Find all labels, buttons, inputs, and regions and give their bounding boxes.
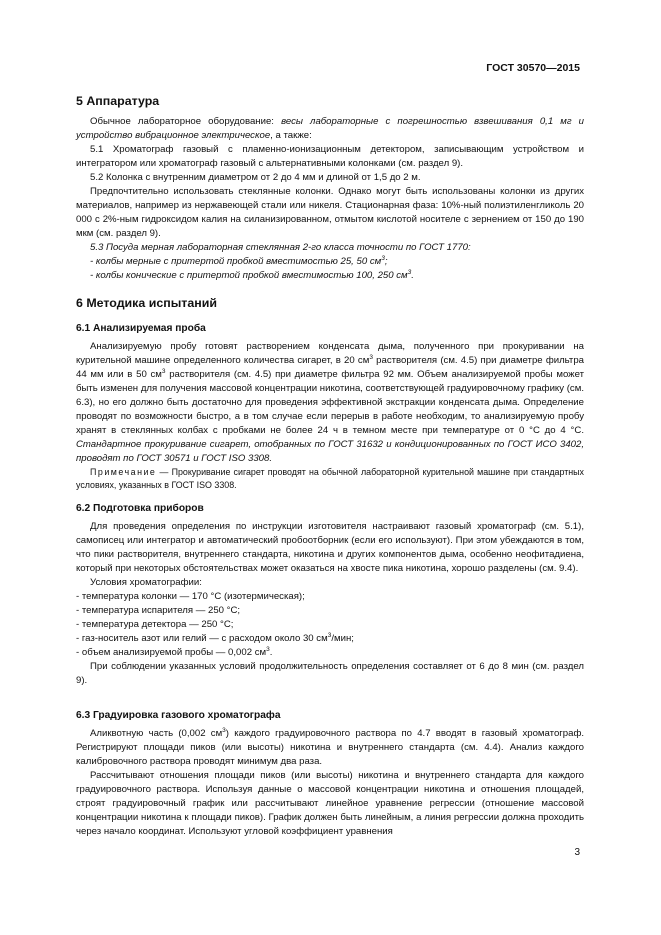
- subsection-6-2-body: [76, 520, 584, 688]
- list-item: - колбы конические с притертой пробкой вместимостью 100, 250 $см^3$.: [90, 269, 414, 281]
- note-label: Примечание: [90, 467, 157, 477]
- page-number: 3: [574, 847, 580, 858]
- paragraph: 5.2 Колонка с внутренним диаметром от 2 до 4 мм и длиной от 1,5 до 2 м.: [90, 172, 421, 183]
- subsection-6-3-title: 6.3 Градуировка газового хроматографа: [76, 710, 281, 721]
- paragraph: При соблюдении указанных условий продолжительность определения составляет от 6 до 8 мин (см. раздел 9).: [76, 661, 584, 686]
- subsection-6-3: [76, 709, 584, 723]
- paragraph: Анализируемую пробу готовят растворением конденсата дыма, полученного при прокуривании на курительной машине определенного количества сигарет, в 20 $см^3$ растворителя (см. 4.5) при диаметре фильтра 44 мм или в 50 $см^3$ растворителя (см. 4.5) при диаметре фильтра 92 мм. Объем анализируемой пробы может быть изменен для получения массовой концентрации никотина, соответствующей градуировочному графику (см. 6.3), но его должно быть достаточно для проведения эффективной экстракции конденсата дыма. Определение проводят по возможности быстро, а в том случае если перерыв в работе необходим, то анализируемую пробу хранят в стеклянных колбах с пробками не более 24 ч в темном месте при температуре от 0 °С до 4 °С. Стандартное прокуривание сигарет, отобранных по ГОСТ 31632 и кондиционированных по ГОСТ ИСО 3402, проводят по ГОСТ 30571 и ГОСТ ISO 3308.: [76, 341, 584, 464]
- paragraph: Аликвотную часть (0,002 $см^3$) каждого градуировочного раствора по 4.7 вводят в газовый хроматограф. Регистрируют площади пиков (или высоты) никотина и внутреннего стандарта (см. 4.4). Анализ каждого калибровочного раствора проводят минимум два раза.: [76, 727, 585, 767]
- document-header: ГОСТ 30570—2015: [486, 62, 580, 74]
- paragraph: 5.3 Посуда мерная лабораторная стеклянная 2-го класса точности по ГОСТ 1770:: [90, 242, 471, 253]
- paragraph: 5.1 Хроматограф газовый с пламенно-ионизационным детектором, записывающим устройством и интегратором или хроматограф газовый с альтернативными колонками (см. раздел 9).: [76, 144, 584, 169]
- list-item: - колбы мерные с притертой пробкой вместимостью 25, 50 $см^3$;: [90, 255, 388, 267]
- section-5: [76, 93, 584, 109]
- subsection-6-3-body: [76, 727, 584, 839]
- paragraph: Для проведения определения по инструкции изготовителя настраивают газовый хроматограф (см. 5.1), самописец или интегратор и автоматический пробоотборник (если его используют). При этом убеждаются в том, что пики растворителя, внутреннего стандарта, никотина и других компонентов дыма, особенно неофитадиена, который при некоторых обстоятельствах может оказаться на хвосте пика никотина, хорошо разделены (см. 9.4).: [76, 521, 584, 574]
- subsection-6-2-title: 6.2 Подготовка приборов: [76, 503, 204, 514]
- subsection-6-1: [76, 322, 584, 336]
- paragraph: Условия хроматографии:: [90, 577, 202, 588]
- section-5-title: 5 Аппаратура: [76, 94, 160, 108]
- paragraph: Предпочтительно использовать стеклянные колонки. Однако могут быть использованы колонки из других материалов, например из нержавеющей стали или никеля. Стационарная фаза: 10%-ный полиэтиленгликоль 20 000 с 2%-ным гидроксидом калия на силанизированном, отмытом кислотой носителе с зернением от 150 до 190 мкм (см. раздел 9).: [76, 186, 584, 239]
- note: Примечание — Прокуривание сигарет проводят на обычной лабораторной курительной машине при стандартных условиях, указанных в ГОСТ ISO 3308.: [76, 467, 584, 490]
- section-6: [76, 295, 584, 311]
- list-item: - объем анализируемой пробы — 0,002 $см^3$.: [76, 646, 273, 658]
- list-item: - температура испарителя — 250 °С;: [76, 605, 241, 616]
- list-item: - температура детектора — 250 °С;: [76, 619, 234, 630]
- list-item: - газ-носитель азот или гелий — с расходом около 30 $см^3$/мин;: [76, 632, 354, 644]
- subsection-6-1-title: 6.1 Анализируемая проба: [76, 323, 206, 334]
- paragraph: Обычное лабораторное оборудование: весы лабораторные с погрешностью взвешивания 0,1 мг и устройство вибрационное электрическое, а также:: [76, 116, 584, 141]
- subsection-6-1-body: [76, 340, 584, 466]
- list-item: - температура колонки — 170 °С (изотермическая);: [76, 591, 305, 602]
- section-5-body: [76, 115, 584, 283]
- subsection-6-2: [76, 502, 584, 516]
- section-6-title: 6 Методика испытаний: [76, 296, 217, 310]
- paragraph: Рассчитывают отношения площади пиков (или высоты) никотина и внутреннего стандарта для каждого градуировочного раствора. Используя данные о массовой концентрации никотина и отношения площадей, строят градуировочный график или рассчитывают линейное уравнение регрессии (отношение массовой концентрации никотина к площади пиков). График должен быть линейным, а линия регрессии должна проходить через начало координат. Используют угловой коэффициент уравнения: [76, 770, 584, 837]
